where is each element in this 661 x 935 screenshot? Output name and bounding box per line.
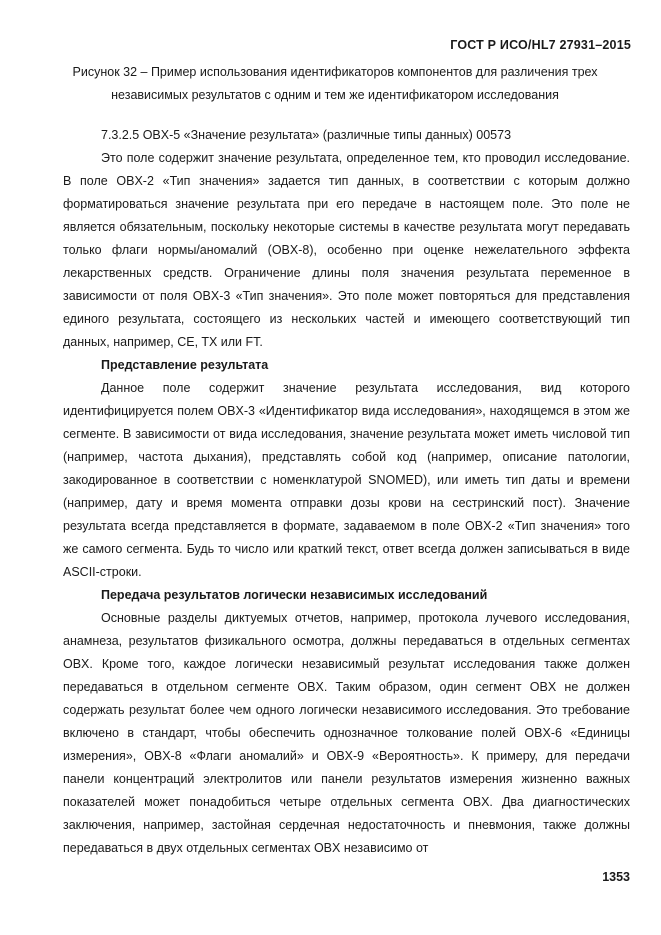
- section-body: [63, 124, 630, 860]
- subheading-result-representation: Представление результата: [101, 358, 269, 372]
- page-number: 1353: [602, 870, 630, 884]
- paragraph: Данное поле содержит значение результата исследования, вид которого идентифицируется полем OBX-3 «Идентификатор вида исследования», находящемся в этом же сегменте. В зависимости от вида исследования, значение результата может иметь числовой тип (например, частота дыхания), представлять собой код (например, описание патологии, закодированное в соответствии с номенклатурой SNOMED), или иметь тип даты и времени (например, дату и время момента отправки дозы крови на сестринский пост). Значение результата всегда представляется в формате, задаваемом в поле OBX-2 «Тип значения» того же самого сегмента. Будь то число или краткий текст, ответ всегда должен записываться в виде ASCII-строки.: [63, 381, 630, 579]
- figure-caption: Рисунок 32 – Пример использования идентификаторов компонентов для различения трех независимых результатов с одним и тем же идентификатором исследования: [72, 65, 598, 102]
- section-heading: 7.3.2.5 OBX-5 «Значение результата» (различные типы данных) 00573: [101, 128, 512, 142]
- standard-header: ГОСТ Р ИСО/HL7 27931–2015: [450, 38, 631, 52]
- paragraph: Основные разделы диктуемых отчетов, например, протокола лучевого исследования, анамнеза, результатов физикального осмотра, должны передаваться в отдельных сегментах OBX. Кроме того, каждое логически независимый результат исследования также должен передаваться в отдельном сегменте OBX. Таким образом, один сегмент OBX не должен содержать результат более чем одного логически независимого исследования. Это требование включено в стандарт, чтобы обеспечить однозначное толкование полей OBX-6 «Единицы измерения», OBX-8 «Флаги аномалий» и OBX-9 «Вероятность». К примеру, для передачи панели концентраций электролитов или панели результатов измерения жизненно важных показателей может понадобиться четыре отдельных сегмента OBX. Два диагностических заключения, например, застойная сердечная недостаточность и пневмония, также должны передаваться в двух отдельных сегментах OBX независимо от: [63, 611, 630, 855]
- subheading-independent-results: Передача результатов логически независимых исследований: [101, 588, 488, 602]
- paragraph: Это поле содержит значение результата, определенное тем, кто проводил исследование. В поле OBX-2 «Тип значения» задается тип данных, в соответствии с которым должно форматироваться значение результата при его передаче в настоящем поле. Это поле не является обязательным, поскольку некоторые системы в качестве результата могут передавать только флаги нормы/аномалий (OBX-8), особенно при оценке нежелательного эффекта лекарственных средств. Ограничение длины поля значения результата переменное в зависимости от поля OBX-3 «Тип значения». Это поле может повторяться для представления единого результата, состоящего из нескольких частей и имеющего соответствующий тип данных, например, CE, TX или FT.: [63, 151, 630, 349]
